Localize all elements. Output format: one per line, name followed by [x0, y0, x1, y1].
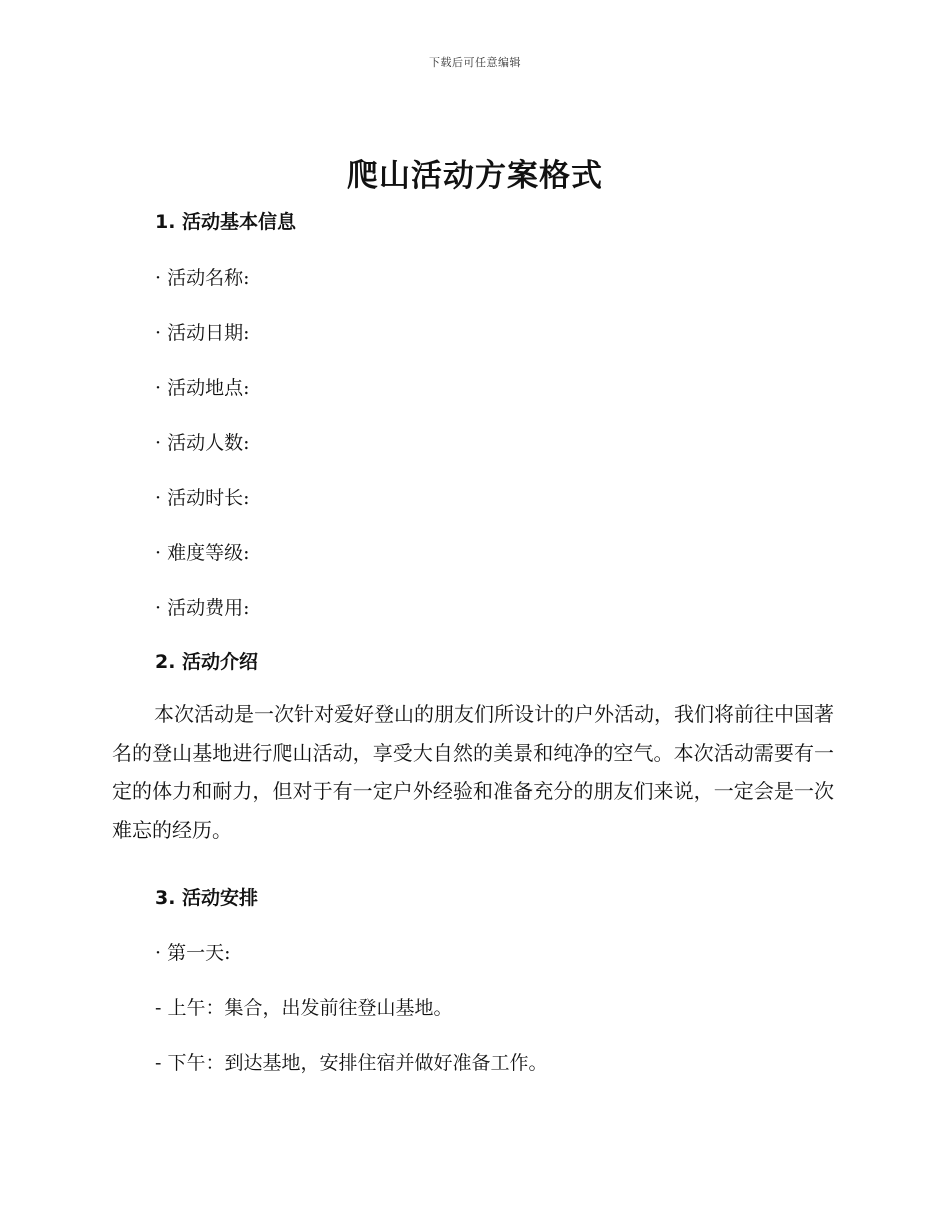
schedule-morning: - 上午：集合，出发前往登山基地。 [155, 997, 453, 1019]
info-item-date: · 活动日期: [155, 322, 250, 344]
info-item-name: · 活动名称: [155, 267, 250, 289]
section-1-heading: 1. 活动基本信息 [155, 211, 297, 233]
intro-paragraph: 本次活动是一次针对爱好登山的朋友们所设计的户外活动，我们将前往中国著名的登山基地进行爬山活动，享受大自然的美景和纯净的空气。本次活动需要有一定的体力和耐力，但对于有一定户外经验和准备充分的朋友们来说，一定会是一次难忘的经历。 [112, 702, 834, 842]
info-item-cost: · 活动费用: [155, 597, 250, 619]
info-item-participants: · 活动人数: [155, 432, 250, 454]
section-2-heading: 2. 活动介绍 [155, 651, 259, 673]
schedule-day-1: · 第一天: [155, 942, 231, 964]
info-item-difficulty: · 难度等级: [155, 542, 250, 564]
schedule-afternoon: - 下午：到达基地，安排住宿并做好准备工作。 [155, 1052, 548, 1074]
info-item-duration: · 活动时长: [155, 487, 250, 509]
info-item-location: · 活动地点: [155, 377, 250, 399]
header-note: 下载后可任意编辑 [429, 56, 521, 69]
section-3-heading: 3. 活动安排 [155, 887, 259, 909]
document-title: 爬山活动方案格式 [347, 158, 603, 194]
